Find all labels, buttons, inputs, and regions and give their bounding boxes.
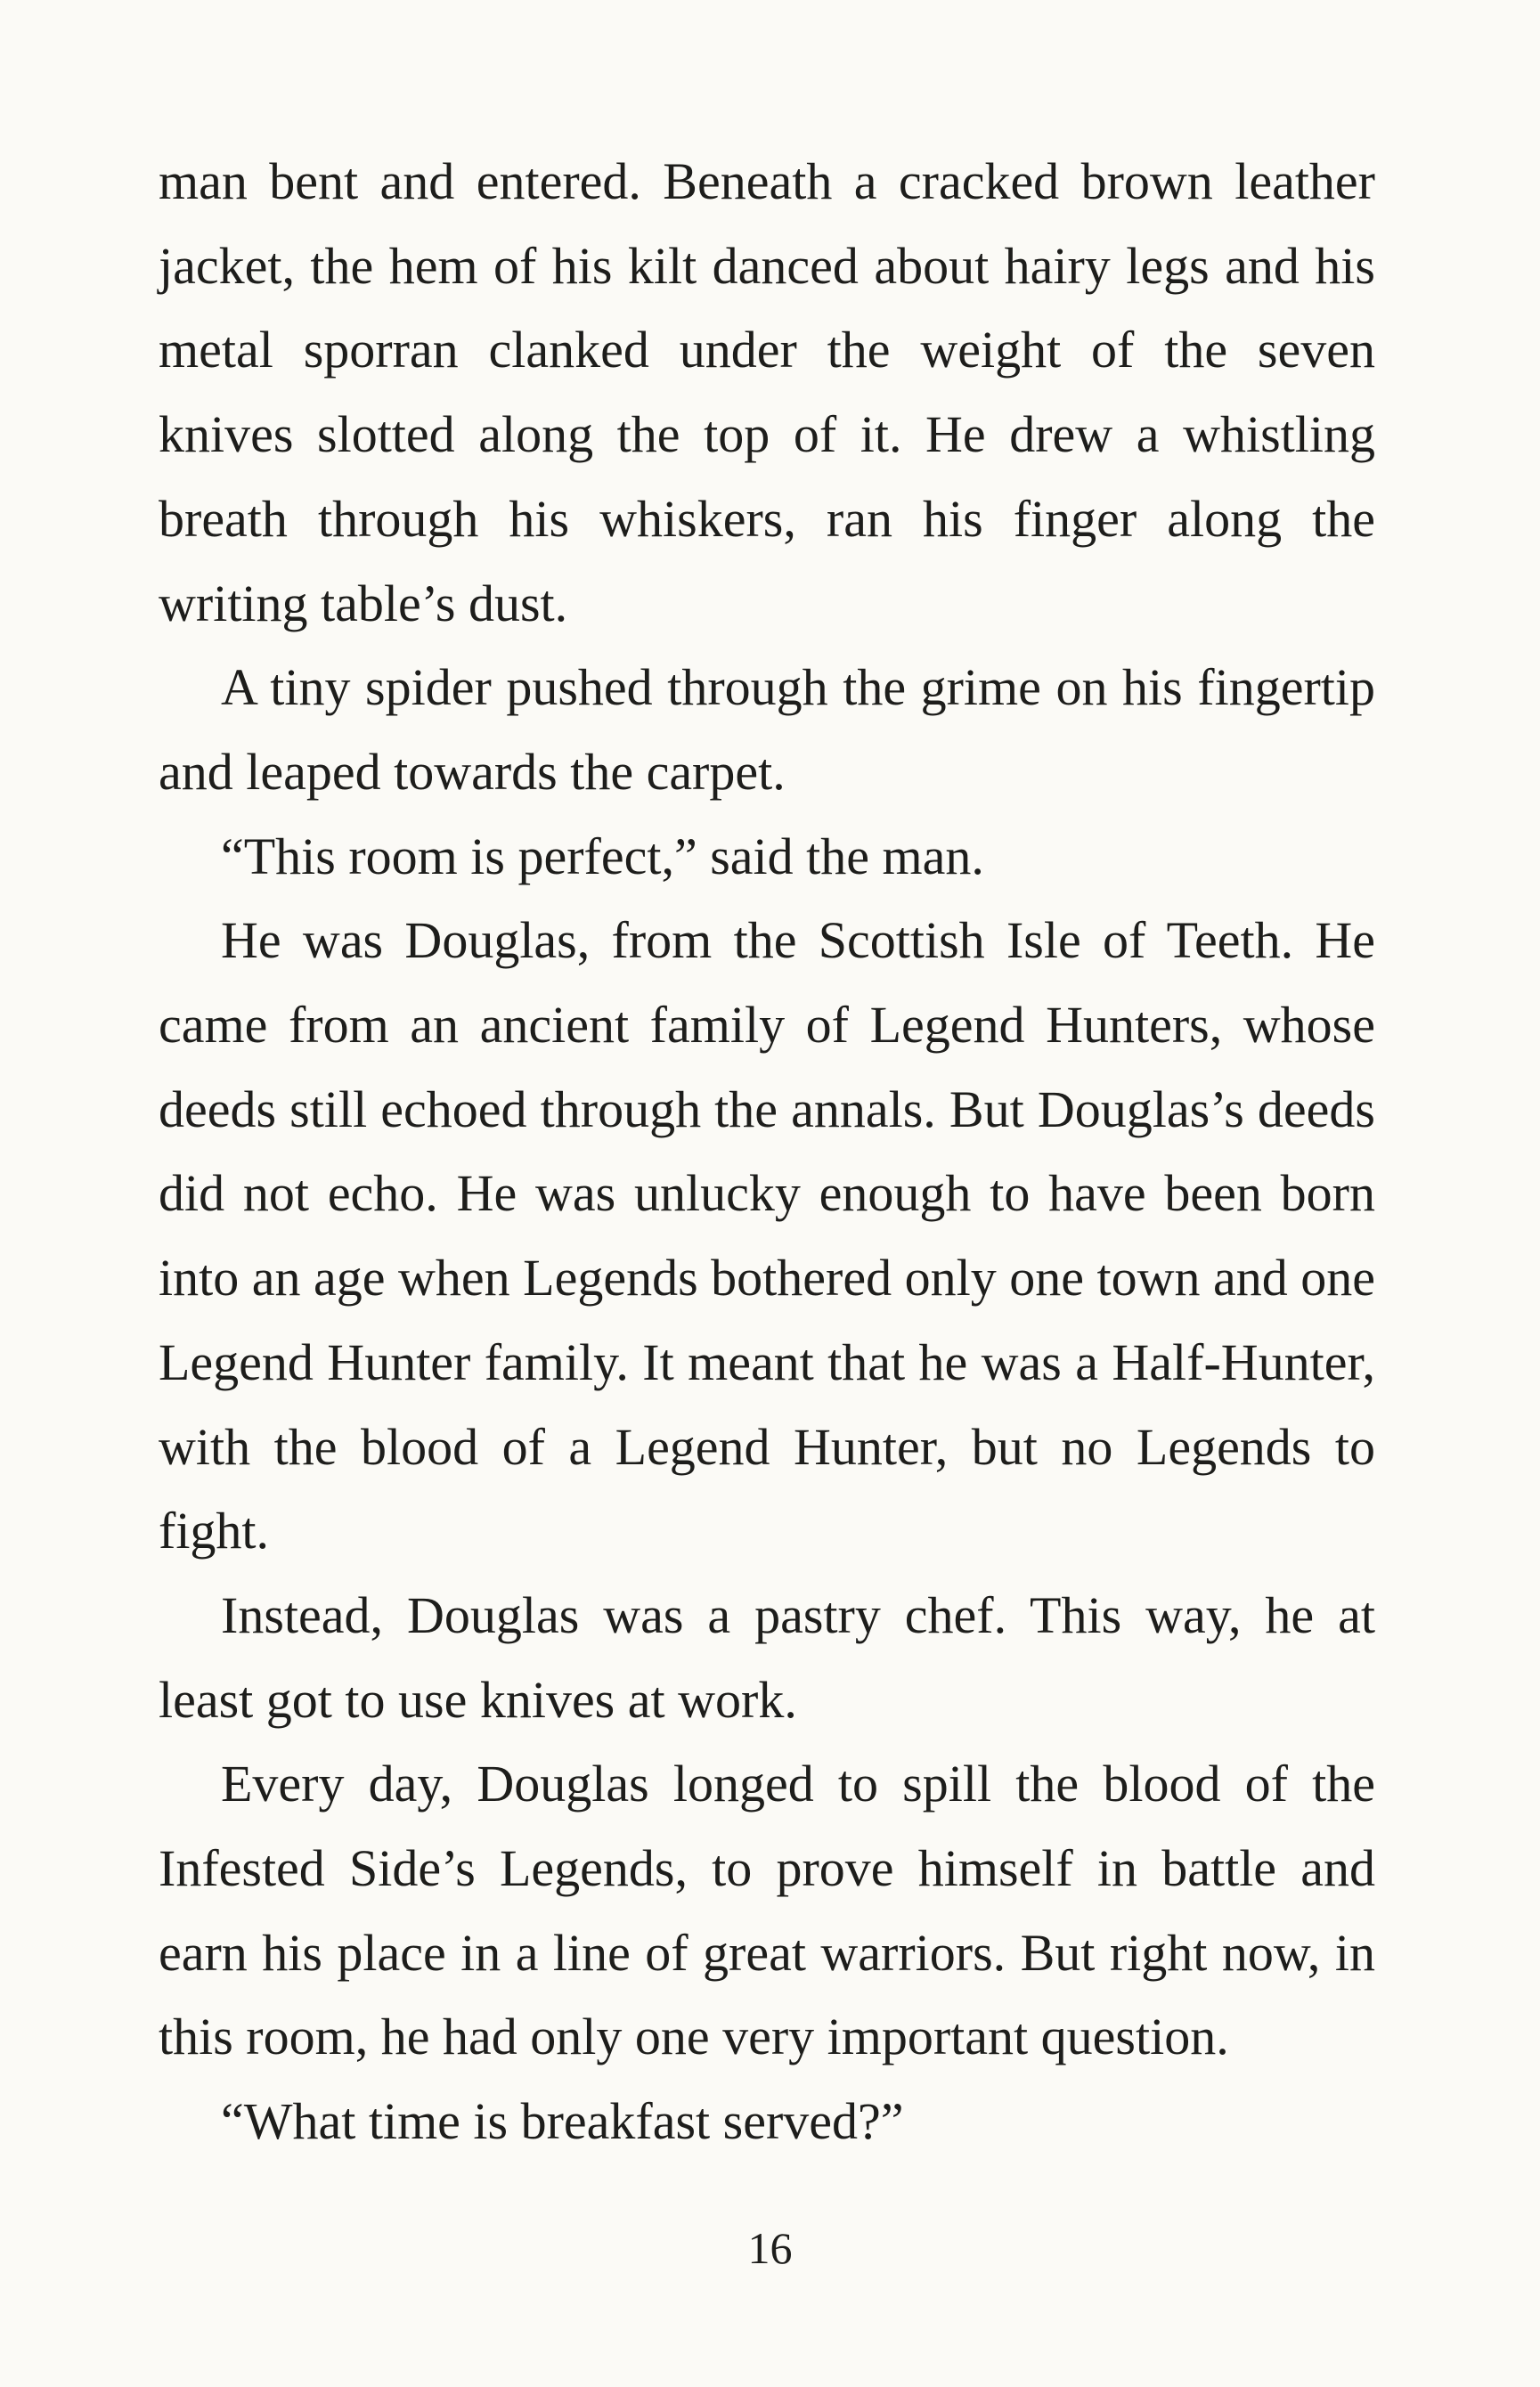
- paragraph: Instead, Douglas was a pastry chef. This way, he at least got to use knives at work.: [159, 1585, 1375, 1729]
- paragraph: He was Douglas, from the Scottish Isle of Teeth. He came from an ancient family of Legend Hunters, whose deeds still echoed through the annals. But Douglas’s deeds did not echo. He was unlucky enough to have been born into an age when Legends bothered only one town and one Legend Hunter family. It meant that he was a Half-Hunter, with the blood of a Legend Hunter, but no Legends to fight.: [159, 911, 1375, 1560]
- paragraph: Every day, Douglas longed to spill the blood of the Infested Side’s Legends, to prove himself in battle and earn his place in a line of great warriors. But right now, in this room, he had only one very important question.: [159, 1755, 1375, 2066]
- paragraph-dialogue: “This room is perfect,” said the man.: [221, 827, 984, 885]
- paragraph: A tiny spider pushed through the grime on his fingertip and leaped towards the carpet.: [159, 658, 1375, 801]
- body-text: [159, 140, 1375, 2164]
- paragraph-dialogue: “What time is breakfast served?”: [221, 2092, 904, 2151]
- paragraph-continued: man bent and entered. Beneath a cracked brown leather jacket, the hem of his kilt danced about hairy legs and his metal sporran clanked under the weight of the seven knives slotted along the top of it. He drew a whistling breath through his whiskers, ran his finger along the writing table’s dust.: [159, 152, 1375, 632]
- page-number: 16: [747, 2223, 793, 2273]
